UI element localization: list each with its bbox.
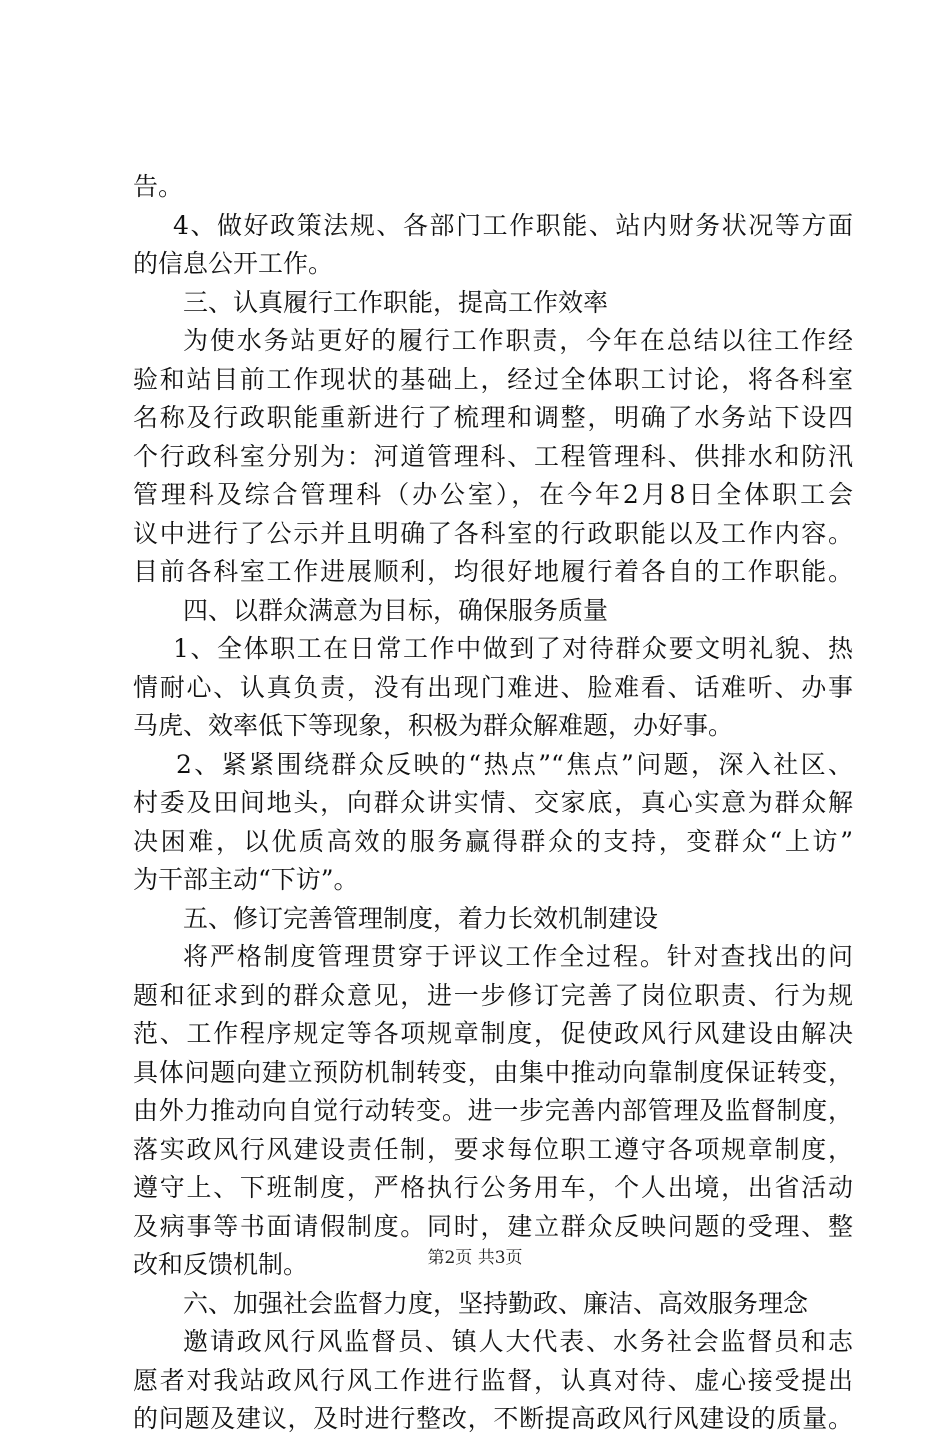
text-line: 情耐心、认真负责，没有出现门难进、脸难看、话难听、办事 (133, 672, 853, 702)
text-line: 目前各科室工作进展顺利，均很好地履行着各自的工作职能。 (133, 557, 853, 586)
paragraph-first-line: 为使水务站更好的履行工作职责，今年在总结以往工作经 (183, 326, 853, 355)
paragraph-first-line: 将严格制度管理贯穿于评议工作全过程。针对查找出的问 (183, 942, 853, 971)
paragraph-first-line: 4、做好政策法规、各部门工作职能、站内财务状况等方面 (173, 210, 853, 240)
text-line: 验和站目前工作现状的基础上，经过全体职工讨论，将各科室 (133, 364, 853, 394)
text-line: 题和征求到的群众意见，进一步修订完善了岗位职责、行为规 (133, 980, 853, 1010)
text-line: 范、工作程序规定等各项规章制度，促使政风行风建设由解决 (133, 1019, 853, 1048)
text-line: 为干部主动“下访”。 (133, 865, 359, 894)
text-line: 具体问题向建立预防机制转变，由集中推动向靠制度保证转变， (133, 1057, 853, 1087)
text-line: 愿者对我站政风行风工作进行监督，认真对待、虚心接受提出 (133, 1365, 853, 1395)
text-line: 改和反馈机制。 (133, 1250, 309, 1279)
text-line: 村委及田间地头，向群众讲实情、交家底，真心实意为群众解 (133, 788, 853, 817)
text-line: 的问题及建议，及时进行整改，不断提高政风行风建设的质量。 (133, 1404, 853, 1433)
text-line: 管理科及综合管理科（办公室），在今年2月8日全体职工会 (133, 480, 853, 509)
text-line: 遵守上、下班制度，严格执行公务用车，个人出境，出省活动 (133, 1173, 853, 1202)
paragraph-first-line: 邀请政风行风监督员、镇人大代表、水务社会监督员和志 (183, 1327, 853, 1356)
text-line: 议中进行了公示并且明确了各科室的行政职能以及工作内容。 (133, 518, 853, 548)
text-line: 名称及行政职能重新进行了梳理和调整，明确了水务站下设四 (133, 403, 853, 432)
text-line: 马虎、效率低下等现象，积极为群众解难题，办好事。 (133, 711, 734, 740)
text-line: 个行政科室分别为：河道管理科、工程管理科、供排水和防汛 (133, 441, 853, 471)
section-heading: 五、修订完善管理制度，着力长效机制建设 (183, 903, 659, 933)
paragraph-first-line: 1、全体职工在日常工作中做到了对待群众要文明礼貌、热 (173, 634, 853, 663)
section-heading: 六、加强社会监督力度，坚持勤政、廉洁、高效服务理念 (183, 1288, 809, 1318)
section-heading: 三、认真履行工作职能，提高工作效率 (183, 287, 609, 317)
text-line: 告。 (133, 172, 184, 201)
page-number-footer: 第2页 共3页 (427, 1248, 523, 1268)
section-heading: 四、以群众满意为目标，确保服务质量 (183, 595, 609, 625)
paragraph-first-line: 2、紧紧围绕群众反映的“热点”“焦点”问题，深入社区、 (176, 749, 853, 779)
text-line: 落实政风行风建设责任制，要求每位职工遵守各项规章制度， (133, 1134, 853, 1164)
text-line: 由外力推动向自觉行动转变。进一步完善内部管理及监督制度， (133, 1096, 853, 1125)
text-line: 及病事等书面请假制度。同时，建立群众反映问题的受理、整 (133, 1211, 853, 1241)
text-line: 决困难，以优质高效的服务赢得群众的支持，变群众“上访” (133, 826, 853, 856)
text-line: 的信息公开工作。 (133, 249, 334, 278)
